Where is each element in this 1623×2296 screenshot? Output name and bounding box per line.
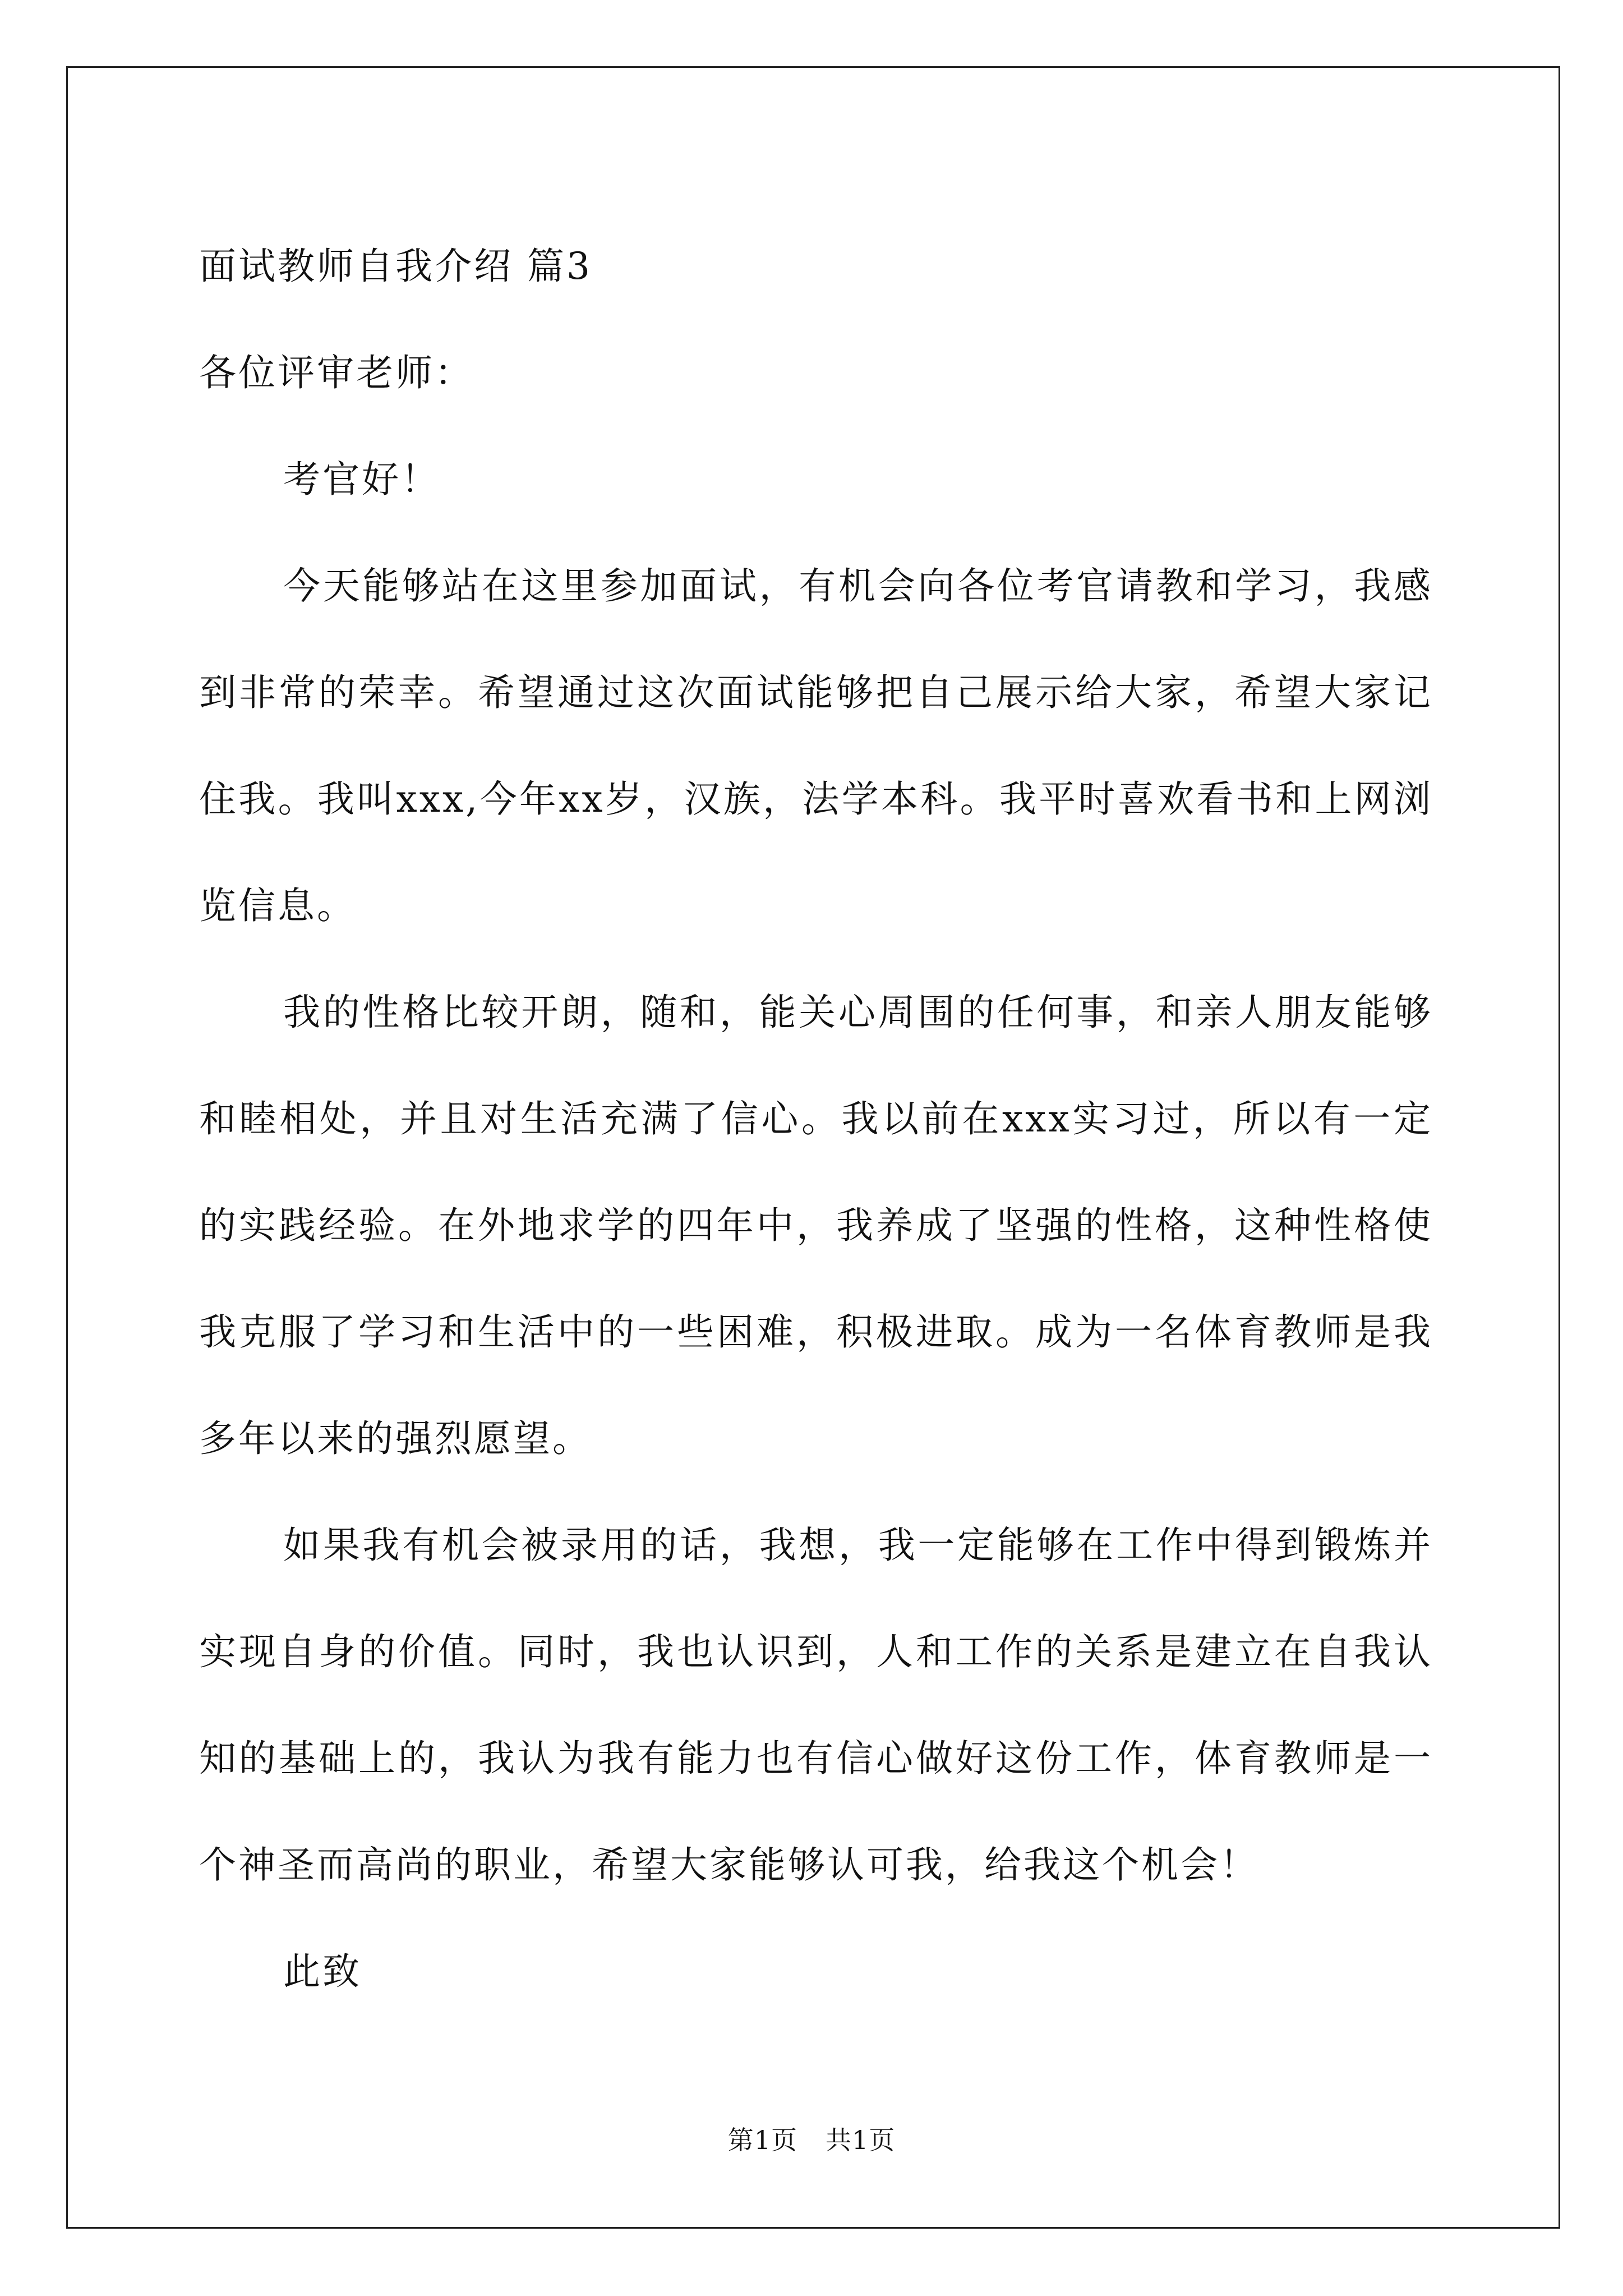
document-body bbox=[199, 213, 1433, 2025]
paragraph-aspiration: 如果我有机会被录用的话，我想，我一定能够在工作中得到锻炼并实现自身的价值。同时，我也认识到，人和工作的关系是建立在自我认知的基础上的，我认为我有能力也有信心做好这份工作，体育教师是一个神圣而高尚的职业，希望大家能够认可我，给我这个机会！ bbox=[199, 1524, 1433, 1887]
page-total: 共1页 bbox=[826, 2125, 896, 2155]
paragraph-personality: 我的性格比较开朗，随和，能关心周围的任何事，和亲人朋友能够和睦相处，并且对生活充满了信心。我以前在xxx实习过，所以有一定的实践经验。在外地求学的四年中，我养成了坚强的性格，这种性格使我克服了学习和生活中的一些困难，积极进取。成为一名体育教师是我多年以来的强烈愿望。 bbox=[199, 991, 1433, 1460]
closing: 此致 bbox=[283, 1950, 362, 1993]
document-title: 面试教师自我介绍 篇3 bbox=[199, 245, 592, 288]
salutation: 各位评审老师： bbox=[199, 351, 474, 394]
greeting: 考官好！ bbox=[283, 458, 440, 501]
page-footer bbox=[0, 2123, 1623, 2157]
page-number: 第1页 bbox=[727, 2125, 797, 2155]
paragraph-intro: 今天能够站在这里参加面试，有机会向各位考官请教和学习，我感到非常的荣幸。希望通过这次面试能够把自己展示给大家，希望大家记住我。我叫xxx,今年xx岁，汉族，法学本科。我平时喜欢看书和上网浏览信息。 bbox=[199, 564, 1433, 927]
